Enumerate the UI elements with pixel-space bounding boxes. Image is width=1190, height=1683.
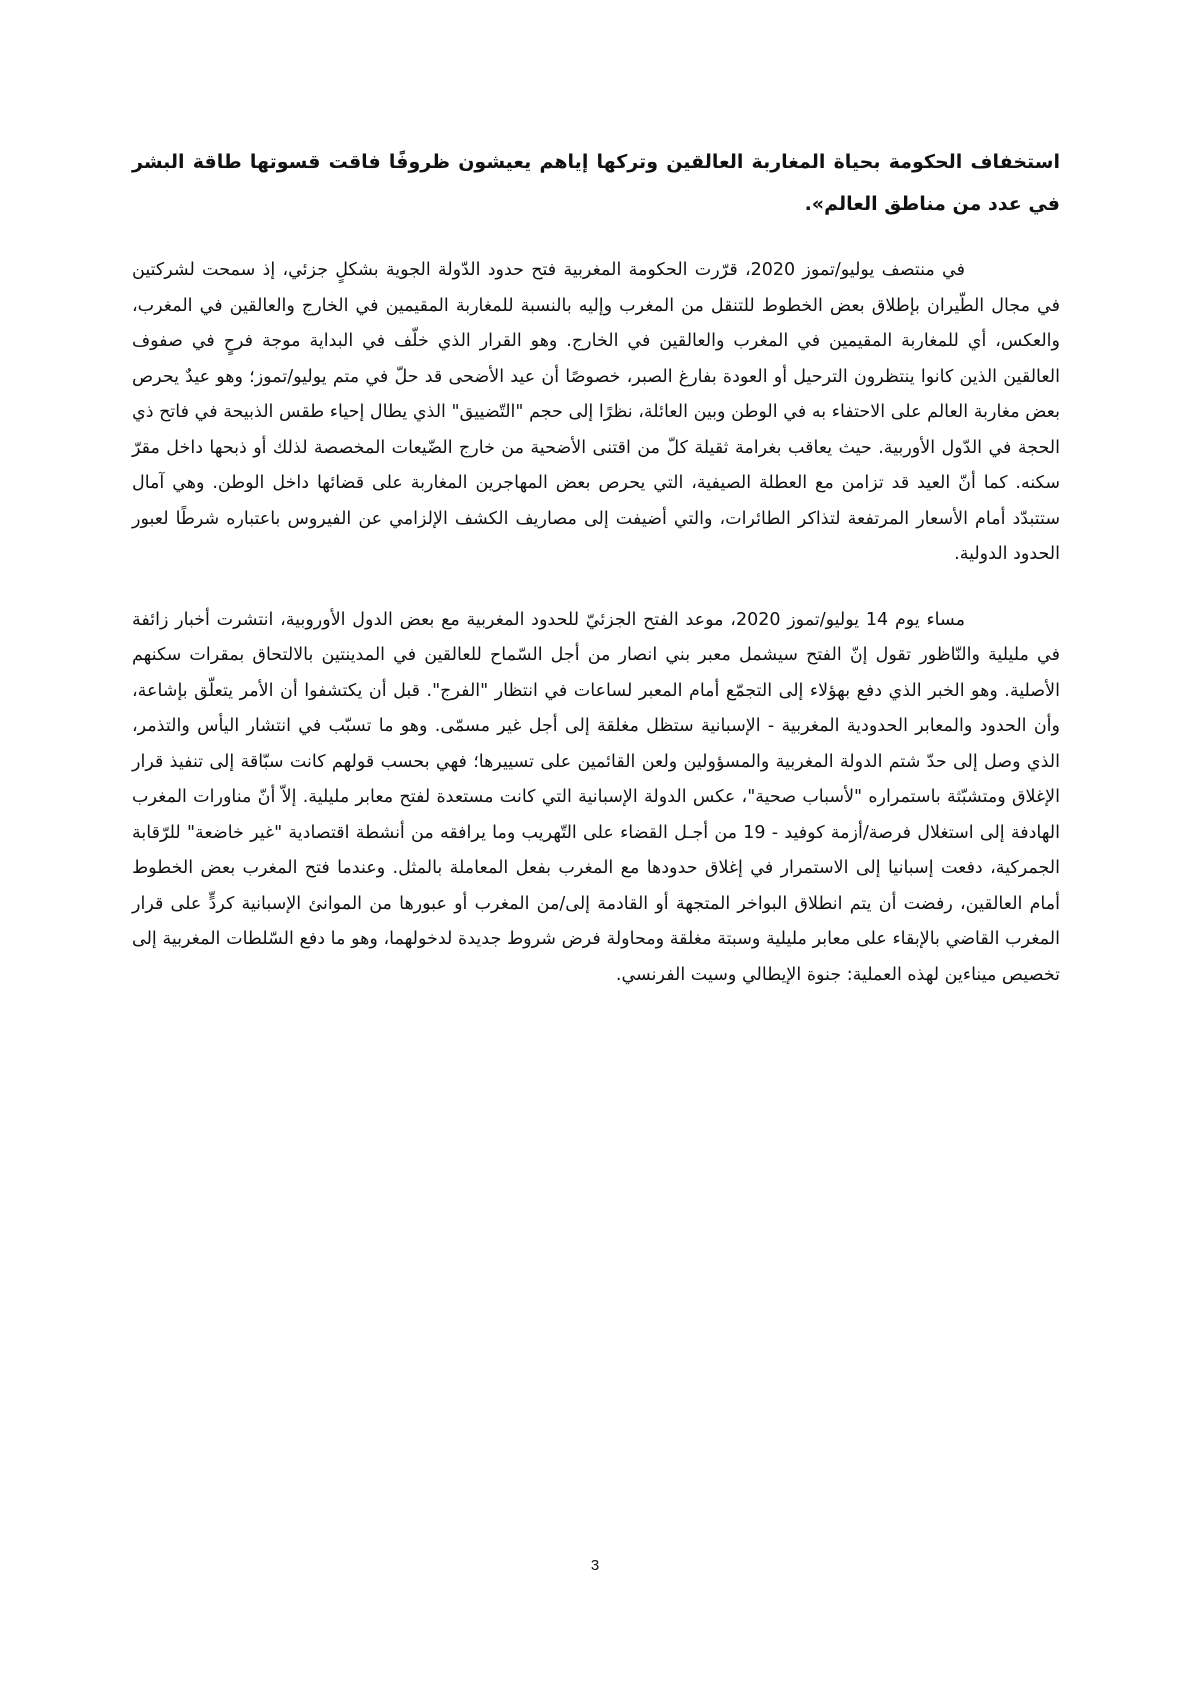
body-paragraph-1: في منتصف يوليو/تموز 2020، قرّرت الحكومة المغربية فتح حدود الدّولة الجوية بشكلٍ جزئي، إذ سمحت لشركتين في مجال الطّيران بإطلاق بعض الخطوط للتنقل من المغرب وإليه بالنسبة للمغاربة المقيمين في الخارج والعالقين في المغرب، والعكس، أي للمغاربة المقيمين في المغرب والعالقين في الخارج. وهو القرار الذي خلّف في البداية موجة فرحٍ في صفوف العالقين الذين كانوا ينتظرون الترحيل أو العودة بفارغ الصبر، خصوصًا أن عيد الأضحى قد حلّ في متم يوليو/تموز؛ وهو عيدٌ يحرص بعض مغاربة العالم على الاحتفاء به في الوطن وبين العائلة، نظرًا إلى حجم "التّضييق" الذي يطال إحياء طقس الذبيحة في فاتح ذي الحجة في الدّول الأوربية. حيث يعاقب بغرامة ثقيلة كلّ من اقتنى الأضحية من خارج الضّيعات المخصصة لذلك أو ذبحها داخل مقرّ سكنه. كما أنّ العيد قد تزامن مع العطلة الصيفية، التي يحرص بعض المهاجرين المغاربة على قضائها داخل الوطن. وهي آمال ستتبدّد أمام الأسعار المرتفعة لتذاكر الطائرات، والتي أضيفت إلى مصاريف الكشف الإلزامي عن الفيروس باعتباره شرطًا لعبور الحدود الدولية. bbox=[132, 260, 1060, 564]
page-number: 3 bbox=[590, 1557, 600, 1574]
body-paragraph-2: مساء يوم 14 يوليو/تموز 2020، موعد الفتح الجزئيّ للحدود المغربية مع بعض الدول الأوروبية، انتشرت أخبار زائفة في مليلية والنّاظور تقول إنّ الفتح سيشمل معبر بني انصار من أجل السّماح للعالقين في المدينتين بالالتحاق بمقرات سكنهم الأصلية. وهو الخبر الذي دفع بهؤلاء إلى التجمّع أمام المعبر لساعات في انتظار "الفرج". قبل أن يكتشفوا أن الأمر يتعلّق بإشاعة، وأن الحدود والمعابر الحدودية المغربية - الإسبانية ستظل مغلقة إلى أجل غير مسمّى. وهو ما تسبّب في انتشار اليأس والتذمر، الذي وصل إلى حدّ شتم الدولة المغربية والمسؤولين ولعن القائمين على تسييرها؛ فهي بحسب قولهم كانت سبّاقة إلى تنفيذ قرار الإغلاق ومتشبّثة باستمراره "لأسباب صحية"، عكس الدولة الإسبانية التي كانت مستعدة لفتح معابر مليلية. إلاّ أنّ مناورات المغرب الهادفة إلى استغلال فرصة/أزمة كوفيد - 19 من أجـل القضاء على التّهريب وما يرافقه من أنشطة اقتصادية "غير خاضعة" للرّقابة الجمركية، دفعت إسبانيا إلى الاستمرار في إغلاق حدودها مع المغرب بفعل المعاملة بالمثل. وعندما فتح المغرب بعض الخطوط أمام العالقين، رفضت أن يتم انطلاق البواخر المتجهة أو القادمة إلى/من المغرب أو عبورها من الموانئ الإسبانية كردٍّ على قرار المغرب القاضي بالإبقاء على معابر مليلية وسبتة مغلقة ومحاولة فرض شروط جديدة لدخولهما، وهو ما دفع السّلطات المغربية إلى تخصيص ميناءين لهذه العملية: جنوة الإيطالي وسيت الفرنسي. bbox=[132, 609, 1060, 985]
lead-paragraph: استخفاف الحكومة بحياة المغاربة العالقين وتركها إياهم يعيشون ظروفًا فاقت قسوتها طاقة البشر في عدد من مناطق العالم». bbox=[132, 151, 1060, 215]
document-page bbox=[132, 141, 1060, 1023]
